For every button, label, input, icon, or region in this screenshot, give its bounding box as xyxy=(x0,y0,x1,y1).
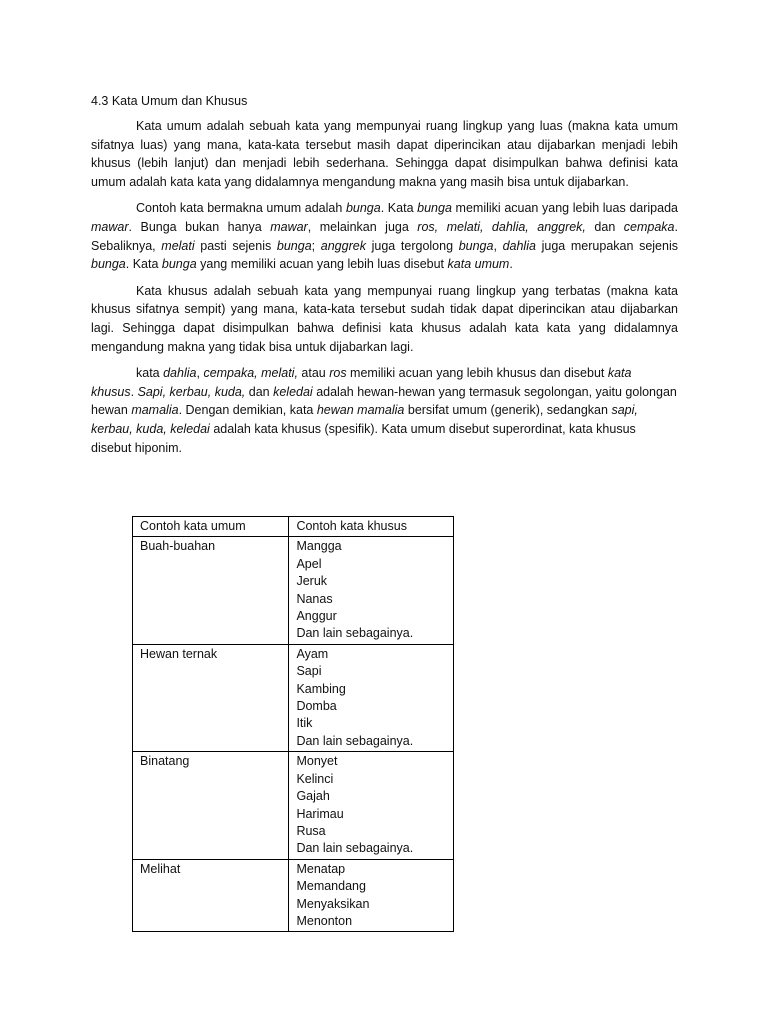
italic-term: keledai xyxy=(273,384,313,399)
kata-khusus-item: Dan lain sebagainya. xyxy=(296,841,414,856)
text-run: juga merupakan sejenis xyxy=(535,238,678,253)
kata-khusus-item: Dan lain sebagainya. xyxy=(296,733,414,748)
italic-term: Sapi, kerbau, kuda, xyxy=(137,384,246,399)
text-run: atau xyxy=(297,366,330,381)
italic-term: cempaka, melati, xyxy=(203,366,298,381)
kata-khusus-item: Kelinci xyxy=(296,771,334,786)
text-run: adalah kata khusus (spesifik). Kata umum disebut superordinat, kata khusus disebut hiponim. xyxy=(91,421,636,455)
italic-term: sapi, kerbau, kuda, keledai xyxy=(91,403,638,436)
kata-khusus-item: Menyaksikan xyxy=(296,896,370,911)
table-row xyxy=(133,644,454,751)
kata-khusus-item: Anggur xyxy=(296,609,337,624)
text-run: adalah hewan-hewan yang termasuk segolongan, yaitu golongan hewan xyxy=(91,384,677,418)
text-run: . Bunga bukan hanya xyxy=(128,219,271,234)
kata-khusus-item: Ayam xyxy=(296,646,329,661)
text-run: ; xyxy=(311,238,321,253)
italic-term: bunga xyxy=(345,201,381,216)
header-kata-umum: Contoh kata umum xyxy=(133,517,289,537)
italic-term: dahlia xyxy=(502,238,536,253)
kata-khusus-item: Domba xyxy=(296,699,337,714)
kata-khusus-item: Itik xyxy=(296,716,313,731)
kata-khusus-item: Sapi xyxy=(296,664,322,679)
text-run: . xyxy=(130,384,138,399)
kata-khusus-item: Mangga xyxy=(296,539,342,554)
text-run: bersifat umum (generik), sedangkan xyxy=(404,403,612,418)
kata-khusus-item: Nanas xyxy=(296,591,333,606)
text-run: dan xyxy=(245,384,274,399)
text-run: Kata umum adalah sebuah kata yang mempunyai ruang lingkup yang luas (makna kata umum sifatnya luas) yang mana, kata-kata tersebut masih dapat diperincikan atau dijabarkan menjadi lebih khusus (lebih lanjut) dan menjadi lebih sederhana. Sehingga dapat disimpulkan bahwa definisi kata umum adalah kata kata yang didalamnya mengandung makna yang masih bisa untuk dijabarkan. xyxy=(91,119,678,189)
text-run: Contoh kata bermakna umum adalah xyxy=(136,201,346,216)
kata-khusus-item: Kambing xyxy=(296,681,346,696)
italic-term: anggrek xyxy=(320,238,366,253)
italic-term: kata umum xyxy=(447,257,510,272)
kata-khusus-cell xyxy=(289,752,454,859)
kata-khusus-item: Apel xyxy=(296,556,322,571)
kata-khusus-item: Rusa xyxy=(296,823,326,838)
italic-term: ros xyxy=(329,366,347,381)
text-run: memiliki acuan yang lebih khusus dan disebut xyxy=(346,366,608,381)
header-kata-khusus: Contoh kata khusus xyxy=(289,517,454,537)
text-run: , xyxy=(196,366,204,381)
text-run: dan xyxy=(585,219,624,234)
italic-term: ros, melati, dahlia, anggrek, xyxy=(417,219,586,234)
kata-khusus-item: Dan lain sebagainya. xyxy=(296,626,414,641)
kata-umum-cell: Buah-buahan xyxy=(133,537,289,644)
italic-term: mawar xyxy=(91,219,129,234)
table-row xyxy=(133,859,454,932)
kata-umum-khusus-table xyxy=(132,516,454,932)
italic-term: mamalia xyxy=(131,403,179,418)
italic-term: bunga xyxy=(91,257,126,272)
kata-khusus-item: Harimau xyxy=(296,806,344,821)
italic-term: bunga xyxy=(276,238,312,253)
text-run: Kata khusus adalah sebuah kata yang mempunyai ruang lingkup yang terbatas (makna kata khusus sifatnya sempit) yang mana, kata-kata tersebut sudah tidak dapat diperincikan atau dijabarkan lagi. Sehingga dapat disimpulkan bahwa definisi kata khusus adalah kata kata yang didalamnya mengandung makna yang tidak bisa untuk dijabarkan lagi. xyxy=(91,283,678,354)
text-run: , xyxy=(493,238,503,253)
text-run: . Dengan demikian, kata xyxy=(178,403,317,418)
document-body xyxy=(91,93,678,465)
text-run: . Kata xyxy=(380,201,418,216)
italic-term: kata khusus xyxy=(91,366,632,399)
kata-umum-cell: Melihat xyxy=(133,859,289,932)
kata-khusus-item: Menatap xyxy=(296,861,346,876)
section-heading: 4.3 Kata Umum dan Khusus xyxy=(91,94,248,108)
text-run: . Sebaliknya, xyxy=(91,219,678,253)
italic-term: bunga xyxy=(458,238,494,253)
kata-khusus-item: Monyet xyxy=(296,754,338,769)
kata-khusus-item: Menonton xyxy=(296,913,353,928)
italic-term: bunga xyxy=(161,257,197,272)
italic-term: bunga xyxy=(417,201,452,216)
table-body xyxy=(133,537,454,932)
table-row xyxy=(133,752,454,859)
kata-umum-cell: Hewan ternak xyxy=(133,644,289,751)
text-run: yang memiliki acuan yang lebih luas disebut xyxy=(196,257,448,272)
text-run: juga tergolong xyxy=(365,238,459,253)
text-run: . xyxy=(509,257,513,272)
text-run: kata xyxy=(136,366,164,381)
kata-khusus-cell xyxy=(289,859,454,932)
italic-term: dahlia xyxy=(163,366,197,381)
text-run: . Kata xyxy=(125,257,162,272)
paragraph-contoh-umum xyxy=(91,199,678,273)
paragraph-kata-khusus xyxy=(91,282,678,356)
text-run: memiliki acuan yang lebih luas daripada xyxy=(451,201,678,216)
italic-term: mawar xyxy=(270,219,308,234)
text-run: pasti sejenis xyxy=(194,238,277,253)
italic-term: hewan mamalia xyxy=(316,403,405,418)
table-row xyxy=(133,537,454,644)
kata-khusus-item: Gajah xyxy=(296,789,330,804)
paragraph-contoh-khusus xyxy=(91,364,678,457)
kata-khusus-item: Jeruk xyxy=(296,574,328,589)
italic-term: cempaka xyxy=(623,219,675,234)
kata-khusus-cell xyxy=(289,537,454,644)
paragraph-kata-umum xyxy=(91,117,678,191)
kata-khusus-cell xyxy=(289,644,454,751)
kata-khusus-item: Memandang xyxy=(296,879,366,894)
kata-umum-cell: Binatang xyxy=(133,752,289,859)
table-header-row xyxy=(133,517,454,537)
text-run: , melainkan juga xyxy=(307,219,418,234)
italic-term: melati xyxy=(161,238,195,253)
